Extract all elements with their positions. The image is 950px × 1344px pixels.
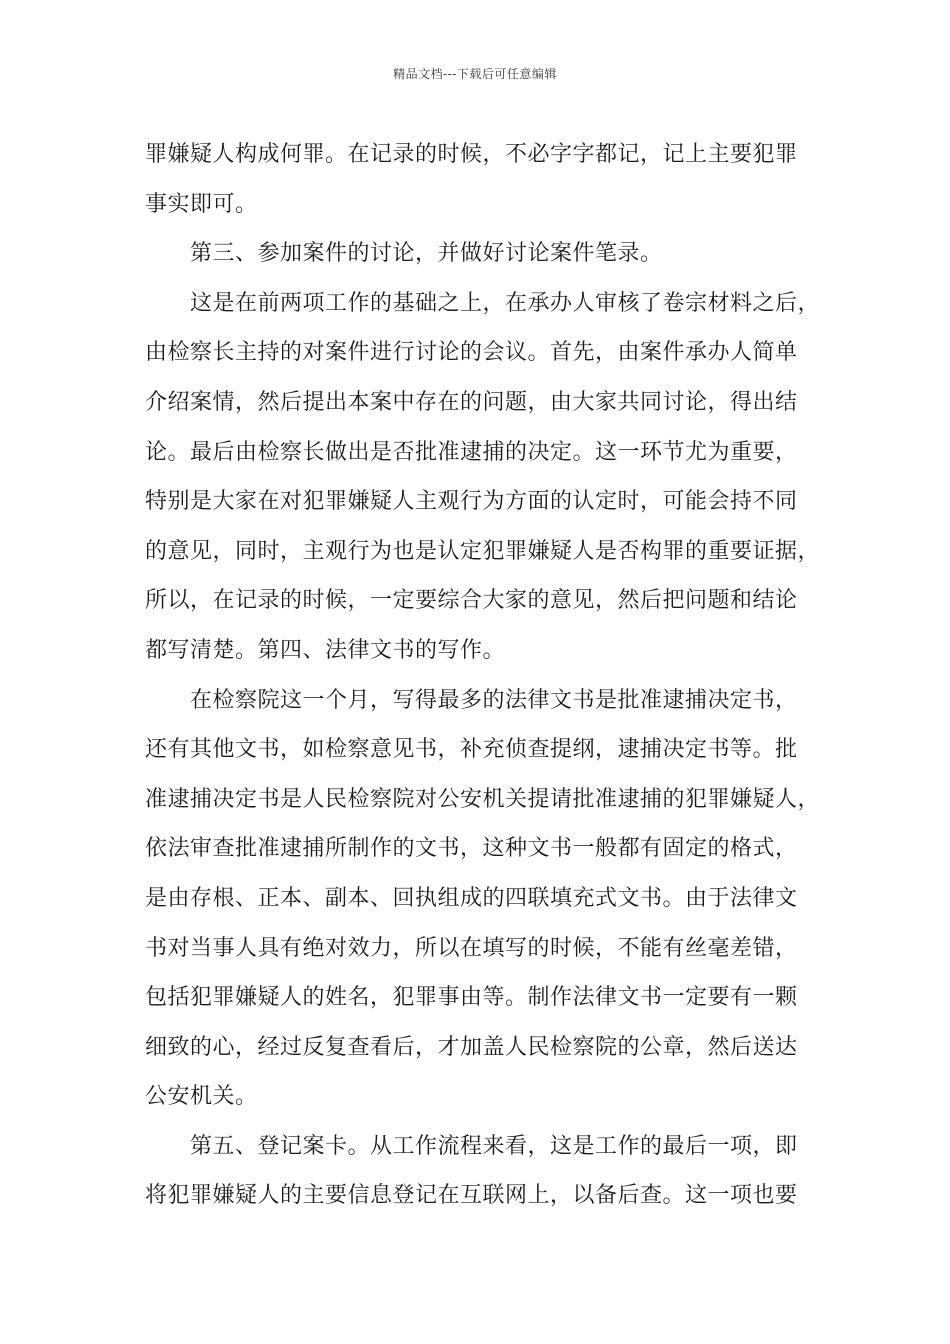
text-line: 罪嫌疑人构成何罪。在记录的时候，不必字字都记，记上主要犯罪 [145,142,798,167]
page-header: 精品文档---下载后可任意编辑 [393,67,557,81]
text-line: 公安机关。 [145,1084,258,1110]
paragraph [145,130,807,229]
text-line: 事实即可。 [145,191,258,217]
text-line: 包括犯罪嫌疑人的姓名，犯罪事由等。制作法律文书一定要有一颗 [145,985,798,1011]
text-line: 在检察院这一个月，写得最多的法律文书是批准逮捕决定书， [145,687,798,713]
text-line: 准逮捕决定书是人民检察院对公安机关提请批准逮捕的犯罪嫌疑人， [145,786,821,812]
text-line: 将犯罪嫌疑人的主要信息登记在互联网上，以备后查。这一项也要 [145,1183,798,1209]
text-line: 这是在前两项工作的基础之上，在承办人审核了卷宗材料之后， [145,290,821,316]
text-line: 都写清楚。第四、法律文书的写作。 [145,637,506,663]
paragraph [145,676,821,1122]
text-line: 是由存根、正本、副本、回执组成的四联填充式文书。由于法律文 [145,885,798,911]
text-line: 论。最后由检察长做出是否批准逮捕的决定。这一环节尤为重要， [145,439,798,465]
text-line: 第三、参加案件的讨论，并做好讨论案件笔录。 [145,241,663,267]
text-line: 书对当事人具有绝对效力，所以在填写的时候，不能有丝毫差错， [145,935,798,961]
text-line: 细致的心，经过反复查看后，才加盖人民检察院的公章，然后送达 [145,1034,798,1060]
text-line: 还有其他文书，如检察意见书，补充侦查提纲，逮捕决定书等。批 [145,737,798,763]
text-line: 介绍案情，然后提出本案中存在的问题，由大家共同讨论，得出结 [145,389,798,415]
text-line: 第五、登记案卡。从工作流程来看，这是工作的最后一项，即 [145,1133,798,1159]
text-line: 依法审查批准逮捕所制作的文书，这种文书一般都有固定的格式， [145,836,798,862]
text-line: 所以，在记录的时候，一定要综合大家的意见，然后把问题和结论 [145,588,798,614]
text-line: 由检察长主持的对案件进行讨论的会议。首先，由案件承办人简单 [145,340,798,366]
paragraph [145,279,821,676]
document-body [145,130,821,1221]
paragraph [145,229,807,279]
paragraph [145,1122,807,1221]
text-line: 特别是大家在对犯罪嫌疑人主观行为方面的认定时，可能会持不同 [145,489,798,515]
text-line: 的意见，同时，主观行为也是认定犯罪嫌疑人是否构罪的重要证据， [145,538,821,564]
